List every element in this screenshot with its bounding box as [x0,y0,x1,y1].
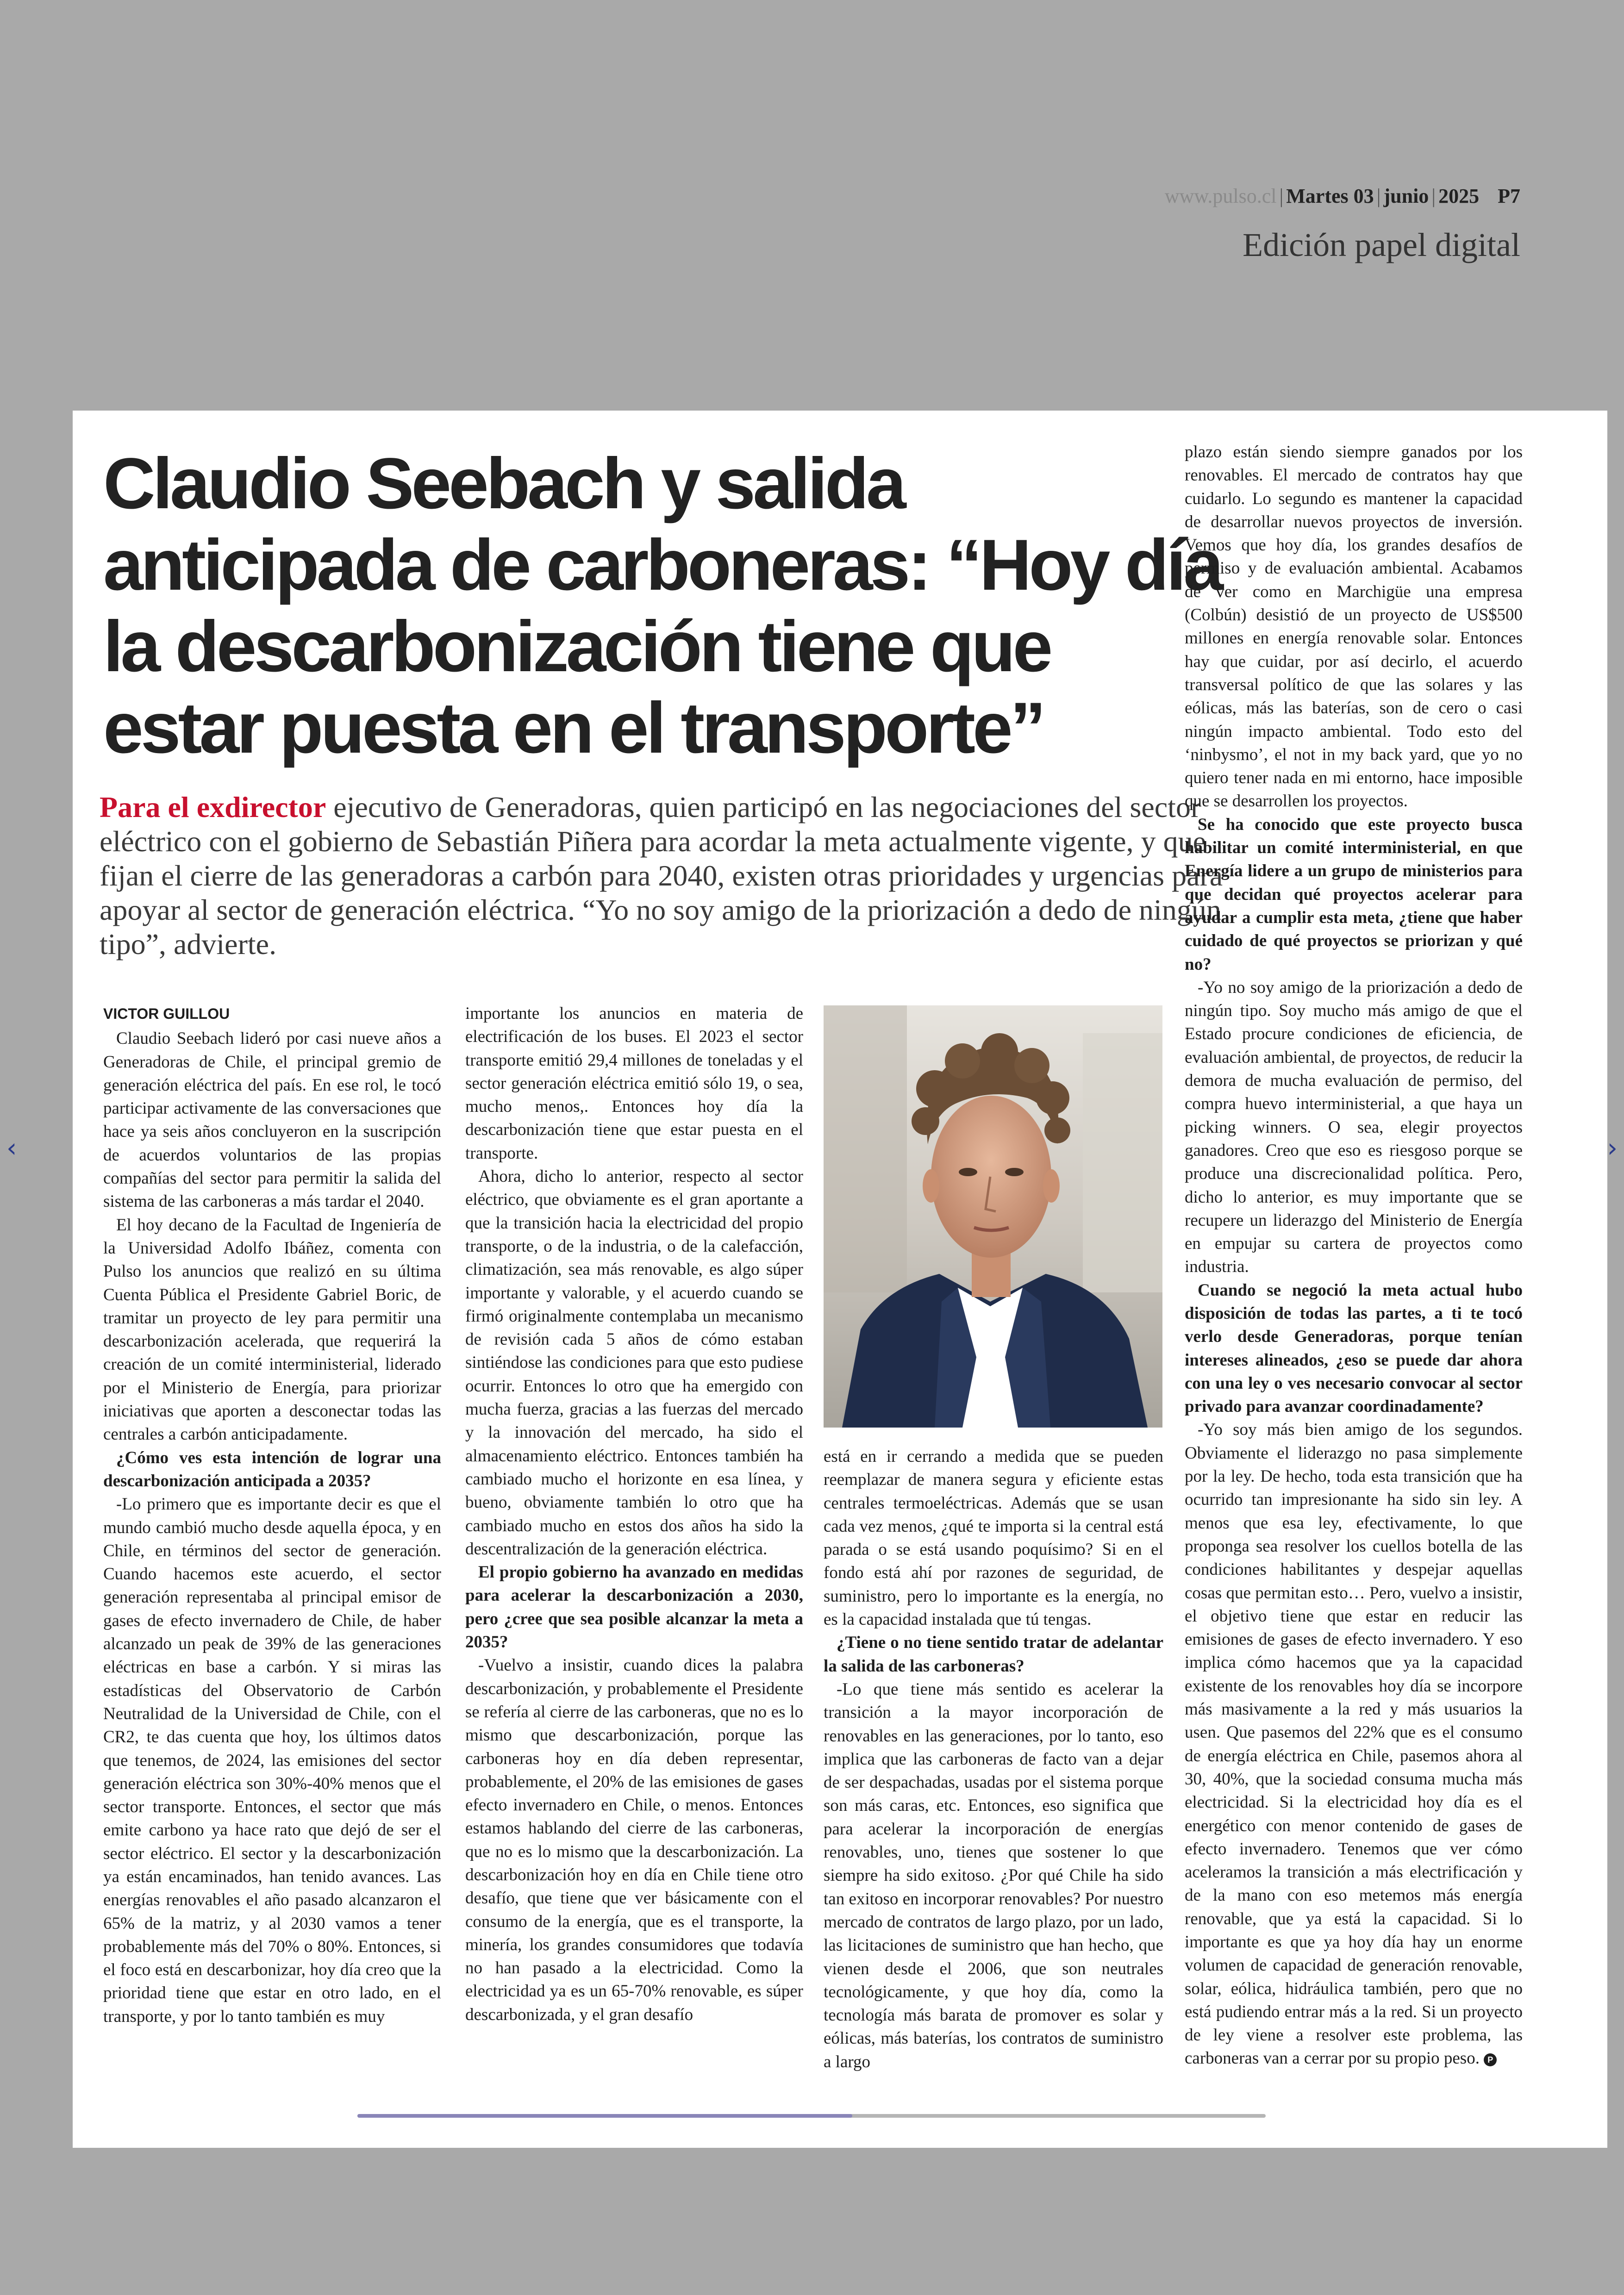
interview-question: Cuando se negoció la meta actual hubo disposición de todas las partes, a ti te tocó verlo desde Generadoras, porque tenían intereses alineados, ¿eso se puede dar ahora con una ley o ves necesario convocar al sector privado para avanzar coordinadamente? [1185,1280,1523,1416]
paragraph: -Yo no soy amigo de la priorización a dedo de ningún tipo. Soy mucho más amigo de que el Estado procure condiciones de eficiencia, de evaluación ambiental, de proyectos, de reducir la demora de mucha evaluación de permiso, del compra huevo interministerial, a que haya un picking winners. O sea, elegir proyectos ganadores. Creo que eso es riesgoso porque se produce una discrecionalidad política. Pero, dicho lo anterior, es muy importante que se recupere un liderazgo del Ministerio de Energía en empujar su cartera de proyectos como industria. [1185,978,1523,1277]
paragraph: plazo están siendo siempre ganados por los renovables. El mercado de contratos hay que cuidarlo. Lo segundo es mantener la capacidad de desarrollar nuevos proyectos de inversión. Vemos que hoy día, los grandes desafíos de permiso y de evaluación ambiental. Acabamos de ver como en Marchigüe una empresa (Colbún) desistió de un proyecto de US$500 millones en energía renovable solar. Entonces hay que cuidar, por así decirlo, el acuerdo transversal político de que las solares y las eólicas, más las baterías, son de cero o casi ningún impacto ambiental. Todo esto del ‘ninbysmo’, el not in my back yard, que yo no quiero tener nada en mi entorno, hace imposible que se desarrollen los proyectos. [1185,443,1523,811]
paragraph: está en ir cerrando a medida que se pueden reemplazar de manera segura y eficiente estas centrales termoeléctricas. Además que se usan cada vez menos, ¿qué te importa si la central está parada o se está usando poquísimo? Si en el fondo está ahí por razones de seguridad, de suministro, pero lo importante es la energía, no es la capacidad instalada que tú tengas. [824,1447,1163,1629]
paragraph: -Lo primero que es importante decir es que el mundo cambió mucho desde aquella época, y en Chile, en términos del sector de generación. Cuando hacemos este acuerdo, el sector generación representaba al principal emisor de gases de efecto invernadero de Chile, de haber alcanzado un peak de 39% de las generaciones eléctricas en base a carbón. Y si miras las estadísticas del Observatorio de Carbón Neutralidad de la Universidad de Chile, con el CR2, te das cuenta que hoy, los últimos datos que tenemos, de 2024, las emisiones del sector generación eléctrica son 30%-40% menos que el sector transporte. Entonces, el sector que más emite carbono ya hace rato que dejó de ser el sector eléctrico. El sector y la descarbonización ya están encaminados, han tenido avances. Las energías renovables el año pasado alcanzaron el 65% de la matriz, y al 2030 vamos a tener probablemente más del 70% o 80%. Entonces, si el foco está en descarbonizar, hoy día creo que la prioridad tiene que estar en otro lado, en el transporte, y por lo tanto también es muy [103,1495,441,2026]
paragraph: importante los anuncios en materia de electrificación de los buses. El 2023 el sector transporte emitió 29,4 millones de toneladas y el sector generación eléctrica emitió sólo 19, o sea, mucho menos,. Entonces hoy día la descarbonización tiene que estar puesta en el transporte. [465,1004,803,1163]
article-column-2 [465,1002,803,2027]
interview-question: ¿Cómo ves esta intención de lograr una descarbonización anticipada a 2035? [103,1448,441,1491]
interview-question: ¿Tiene o no tiene sentido tratar de adelantar la salida de las carboneras? [824,1633,1163,1676]
lead-kicker: Para el exdirector [100,791,326,823]
article-column-4 [1185,441,1523,2070]
paragraph: -Lo que tiene más sentido es acelerar la transición a la mayor incorporación de renovables en las generaciones, por lo tanto, eso implica que las carboneras de facto van a dejar de ser despachadas, usadas por el sistema porque son más caras, etc. Entonces, eso significa que para acelerar la incorporación de energías renovables, uno, tienes que sostener lo que siempre ha sido exitoso. ¿Por qué Chile ha sido tan exitoso en incorporar renovables? Por nuestro mercado de contratos de largo plazo, por un lado, las licitaciones de suministro que han hecho, que vienen desde el 2006, que son neutrales tecnológicamente, y que hoy día, como la tecnología más barata de promover es solar y eólicas, más baterías, los contratos de suministro a largo [824,1679,1163,2071]
site-url: www.pulso.cl [1164,185,1277,207]
paragraph: -Vuelvo a insistir, cuando dices la palabra descarbonización, y probablemente el Presidente se refería al cierre de las carboneras, que no es lo mismo que descarbonización, porque las carboneras hoy en día deben representar, probablemente, el 20% de las emisiones de gases efecto invernadero en Chile, o menos. Entonces estamos hablando del cierre de las carboneras, que no es lo mismo que la descarbonización. La descarbonización hoy en día en Chile tiene otro desafío, que tiene que ver básicamente con el consumo de la energía, que es el transporte, la minería, los grandes consumidores que todavía no han pasado a la electricidad. Como la electricidad ya es un 65-70% renovable, es súper descarbonizada, y el gran desafío [465,1656,803,2024]
date-day: Martes 03 [1286,185,1374,207]
page-header-info: www.pulso.cl | Martes 03 | junio | 2025 P7 [1164,185,1520,207]
interview-question: El propio gobierno ha avanzado en medidas para acelerar la descarbonización a 2030, pero ¿cree que sea posible alcanzar la meta a 2035? [465,1563,803,1652]
paragraph-text: -Yo soy más bien amigo de los segundos. Obviamente el liderazgo no pasa simplemente por la ley. De hecho, toda esta transición que ha ocurrido tan impresionante ha sido sin ley. A menos que esa ley, efectivamente, lo que proponga sea resolver los cuellos botella de las condiciones habilitantes y despejar aquellas cosas que permitan esto… Pero, vuelvo a insistir, el objetivo tiene que estar en reducir las emisiones de gases de efecto invernadero. Y eso implica cómo hacemos que ya la capacidad existente de los renovables hoy día se incorpore más masivamente a la red y más usuarios la usen. Que pasemos del 22% que es el consumo de energía eléctrica en Chile, pasemos ahora al 30, 40%, que la sociedad consuma mucha más electricidad. Si la electricidad hoy día es el energético con menor contenido de gases de efecto invernadero. Tenemos que ver cómo aceleramos la transición a más electrificación y de la mano con eso metemos más energía renovable, que ya está la capacidad. Si lo importante es que ya hoy día hay un enorme volumen de capacidad de generación renovable, solar, eólica, hidráulica también, pero que no está pudiendo entrar más a la red. Si un proyecto de ley viene a resolver este problema, las carboneras van a cerrar por su propio peso. [1185,1420,1523,2068]
article-column-3 [824,1445,1163,2074]
date-year: 2025 [1438,185,1480,207]
article-lead [100,790,1229,961]
paragraph: Claudio Seebach lideró por casi nueve años a Generadoras de Chile, el principal gremio de generación eléctrica del país. En ese rol, le tocó participar activamente de las conversaciones que hace ya seis años concluyeron en la suscripción de acuerdos voluntarios de las propias compañías del sector para permitir la salida del sistema de las carboneras a más tardar el 2040. [103,1029,441,1211]
byline: VICTOR GUILLOU [103,1005,230,1022]
newspaper-page [73,411,1607,2148]
end-mark-icon: P [1484,2053,1497,2066]
date-month: junio [1383,185,1429,207]
next-page-icon[interactable]: › [1607,1133,1618,1163]
interview-question: Se ha conocido que este proyecto busca habilitar un comité interministerial, en que Energía lidere a un grupo de ministerios para que decidan qué proyectos acelerar para ayudar a cumplir esta meta, ¿tiene que haber cuidado de qué proyectos se priorizan y qué no? [1185,815,1523,974]
portrait-photo [824,1005,1162,1428]
portrait-illustration [824,1005,1162,1428]
horizontal-scrollbar[interactable] [357,2114,1266,2118]
edition-title: Edición papel digital [1243,226,1520,263]
scrollbar-thumb[interactable] [357,2114,852,2118]
paragraph [1185,1418,1523,2070]
page-number: P7 [1498,185,1520,207]
paragraph: El hoy decano de la Facultad de Ingeniería de la Universidad Adolfo Ibáñez, comenta con Pulso los anuncios que realizó en su última Cuenta Pública el Presidente Gabriel Boric, de tramitar un proyecto de ley para permitir una descarbonización acelerada, que requerirá la creación de un comité interministerial, liderado por el Ministerio de Energía, para priorizar iniciativas que aporten a desconectar todas las centrales a carbón anticipadamente. [103,1215,441,1444]
lead-text: ejecutivo de Generadoras, quien participó en las negociaciones del sector eléctrico con el gobierno de Sebastián Piñera para acordar la meta actualmente vigente, y que fijan el cierre de las generadoras a carbón para 2040, existen otras prioridades y urgencias para apoyar al sector de generación eléctrica. “Yo no soy amigo de la priorización a dedo de ningún tipo”, advierte. [100,791,1223,960]
article-column-1 [103,1002,441,2028]
previous-page-icon[interactable]: ‹ [6,1133,17,1163]
paragraph: Ahora, dicho lo anterior, respecto al sector eléctrico, que obviamente es el gran aportante a que la transición hacia la electricidad del propio transporte, o de la industria, o de la calefacción, climatización, sea más renovable, es algo súper importante y valorable, y el acuerdo cuando se firmó originalmente contemplaba un mecanismo de revisión cada 5 años de cómo estaban sintiéndose las condiciones para que esto pudiese ocurrir. Entonces lo otro que ha emergido con mucha fuerza, gracias a las fuerzas del mercado y la innovación del mercado, ha sido el almacenamiento eléctrico. Entonces también ha cambiado mucho el horizonte en esa línea, y bueno, obviamente también lo otro que ha cambiado mucho en estos dos años ha sido la descentralización de la generación eléctrica. [465,1167,803,1559]
article-headline: Claudio Seebach y salida anticipada de carboneras: “Hoy día la descarbonización tiene que estar puesta en el transporte” [103,443,1221,768]
